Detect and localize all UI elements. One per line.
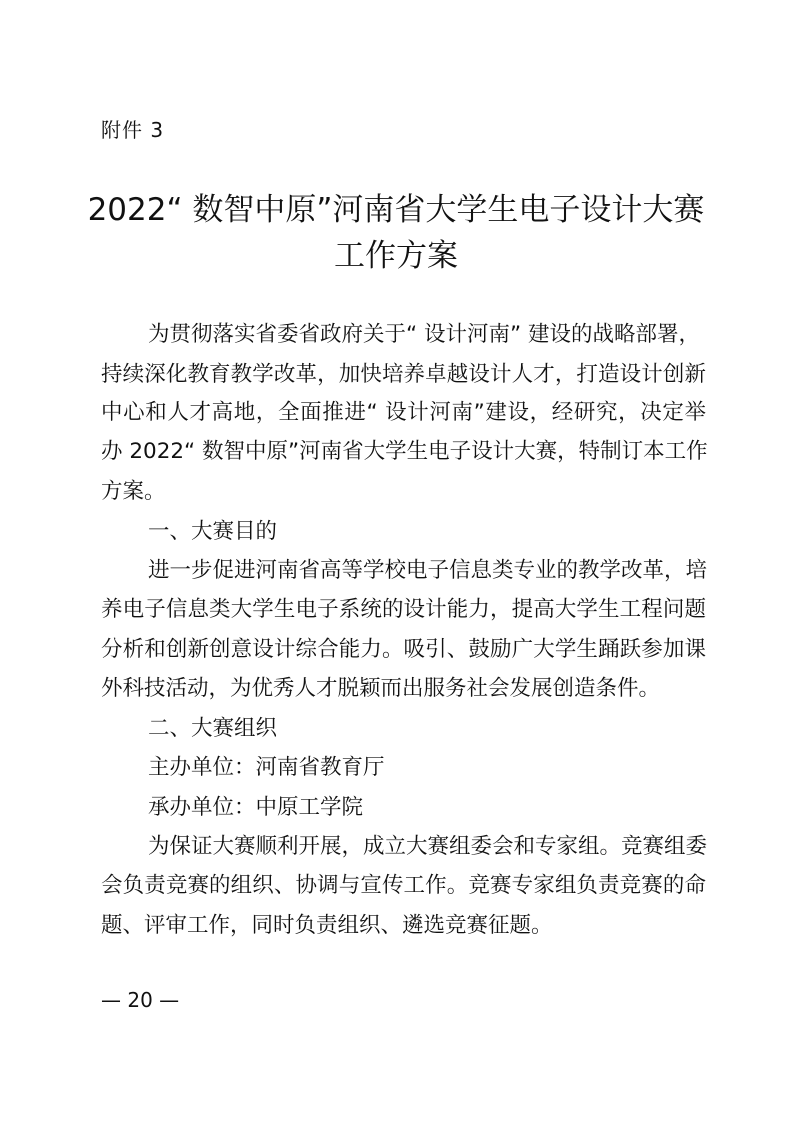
paragraph-line: 为保证大赛顺利开展，成立大赛组委会和专家组。竞赛组委	[148, 834, 708, 859]
document-title-line-2: 工作方案	[334, 238, 458, 274]
paragraph-line: 分析和创新创意设计综合能力。吸引、鼓励广大学生踊跃参加课	[101, 637, 706, 662]
paragraph-line: 中心和人才高地，全面推进“ 设计河南”建设，经研究，决定举	[101, 400, 706, 425]
paragraph-line: 进一步促进河南省高等学校电子信息类专业的教学改革，培	[148, 558, 708, 583]
section-heading: 一、大赛目的	[148, 519, 278, 544]
organizer-line: 主办单位：河南省教育厅	[148, 755, 385, 780]
attachment-label: 附件 3	[101, 118, 165, 142]
paragraph-line: 方案。	[101, 479, 166, 504]
paragraph-line: 题、评审工作，同时负责组织、遴选竞赛征题。	[101, 913, 553, 938]
paragraph-line: 外科技活动，为优秀人才脱颖而出服务社会发展创造条件。	[101, 676, 661, 701]
co-organizer-line: 承办单位：中原工学院	[148, 795, 364, 820]
section-heading: 二、大赛组织	[148, 716, 278, 741]
page-number: — 20 —	[101, 988, 180, 1012]
paragraph-line: 会负责竞赛的组织、协调与宣传工作。竞赛专家组负责竞赛的命	[101, 873, 706, 898]
paragraph-line: 为贯彻落实省委省政府关于“ 设计河南” 建设的战略部署，	[148, 322, 700, 347]
paragraph-line: 办 2022“ 数智中原”河南省大学生电子设计大赛，特制订本工作	[101, 439, 708, 464]
document-title-line-1: 2022“ 数智中原”河南省大学生电子设计大赛	[87, 192, 705, 228]
paragraph-line: 持续深化教育教学改革，加快培养卓越设计人才，打造设计创新	[101, 362, 706, 387]
paragraph-line: 养电子信息类大学生电子系统的设计能力，提高大学生工程问题	[101, 597, 706, 622]
